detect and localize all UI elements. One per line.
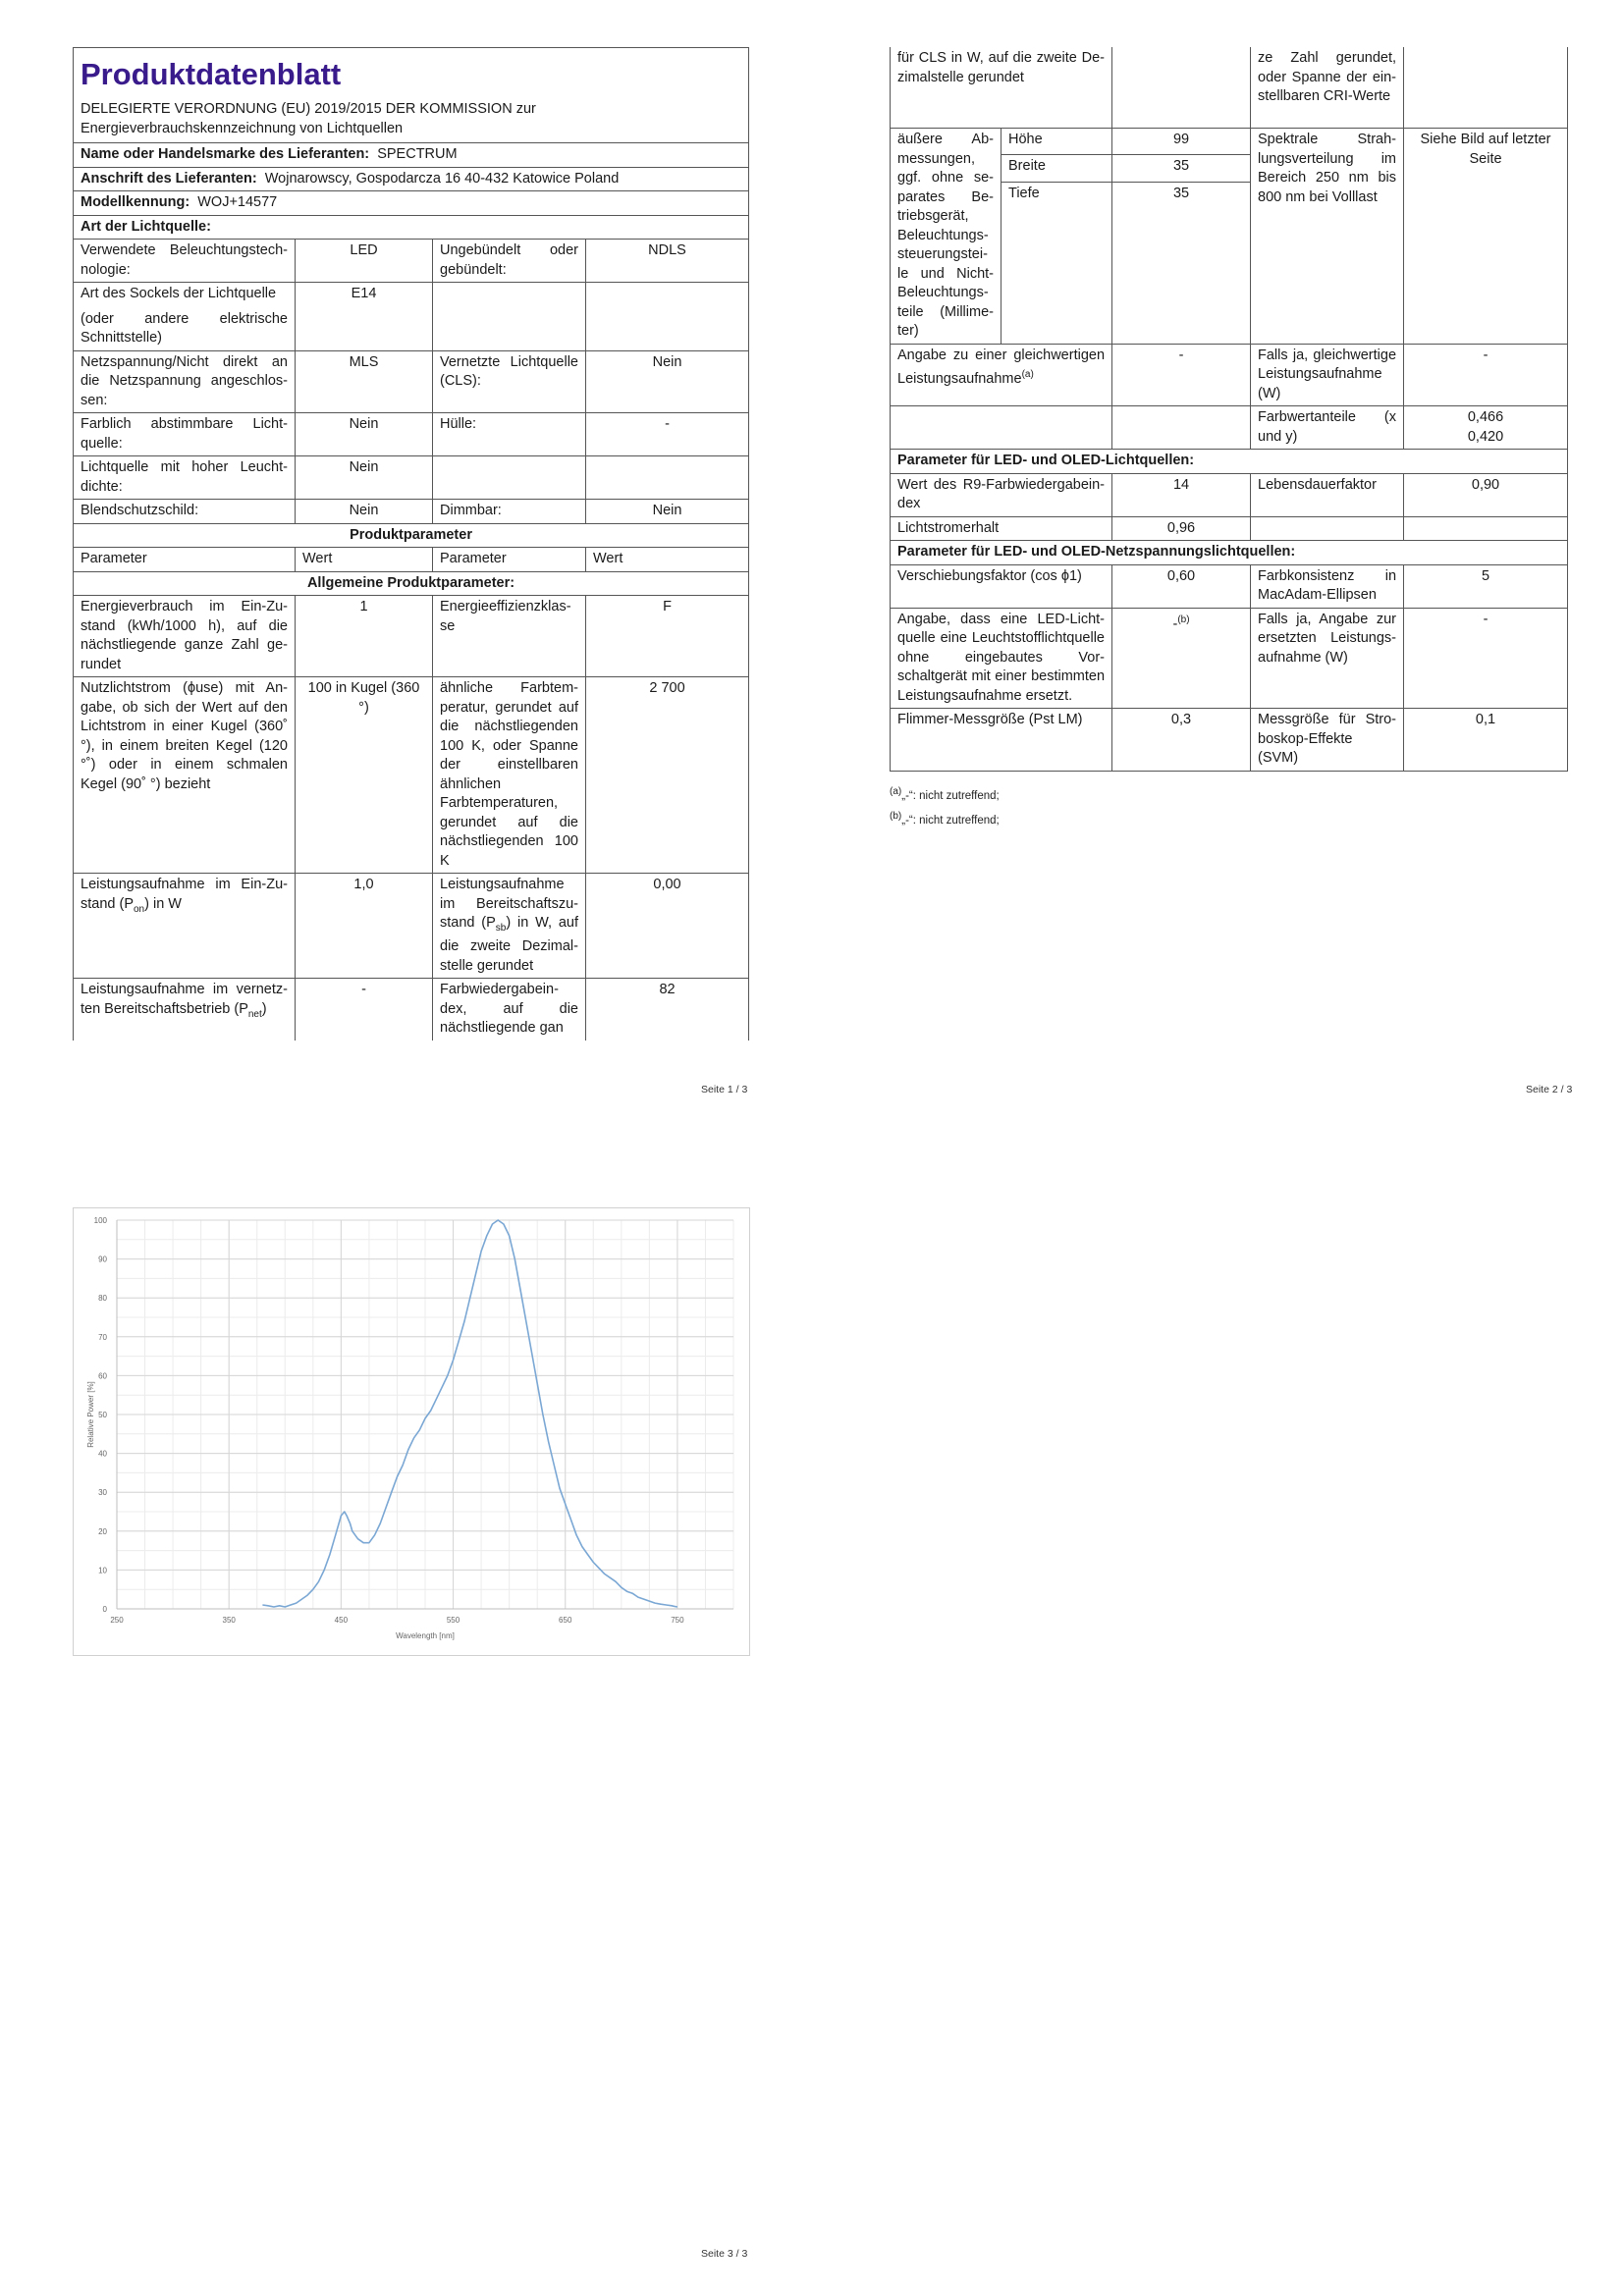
- anti-glare-value: Nein: [296, 500, 433, 524]
- chromaticity-x: 0,466: [1467, 409, 1504, 425]
- energy-consumption-label: Energieverbrauch im Ein-Zustand (kWh/1000 h), auf die nächstliegende ganze Zahl gerundet: [74, 596, 296, 677]
- on-mode-power-value: 1,0: [296, 874, 433, 979]
- address-value: Wojnarowscy, Gospodarcza 16 40-432 Katowice Poland: [264, 170, 620, 187]
- empty-cell: [433, 456, 586, 500]
- technology-value: LED: [296, 240, 433, 283]
- flicker-label: Flimmer-Messgröße (Pst LM): [891, 709, 1112, 772]
- footnote-a: [890, 781, 1567, 807]
- networked-standby-sub: net: [247, 1008, 262, 1020]
- depth-value: 35: [1112, 182, 1251, 344]
- colour-consistency-label: Farbkonsistenz in MacAdam-Ellipsen: [1251, 564, 1404, 608]
- x-tick-label: 250: [110, 1616, 124, 1625]
- address-label: Anschrift des Lieferanten:: [81, 170, 257, 187]
- cri-value: 82: [586, 979, 749, 1041]
- on-mode-power-label: [74, 874, 296, 979]
- energy-consumption-value: 1: [296, 596, 433, 677]
- page-footer-1: Seite 1 / 3: [701, 1084, 748, 1095]
- spectral-chart-frame: [73, 1207, 750, 1656]
- colour-consistency-value: 5: [1404, 564, 1568, 608]
- cap-type-label-line2: (oder andere elektrische Schnittstelle): [81, 310, 288, 346]
- x-tick-label: 750: [671, 1616, 684, 1625]
- chromaticity-label: Farbwertanteile (x und y): [1251, 406, 1404, 450]
- displacement-factor-value: 0,60: [1112, 564, 1251, 608]
- supplier-value: SPECTRUM: [377, 146, 458, 162]
- directional-label: Ungebündelt oder gebündelt:: [433, 240, 586, 283]
- y-tick-label: 80: [98, 1294, 107, 1304]
- lumen-maintenance-value: 0,96: [1112, 516, 1251, 541]
- equivalent-power-label: [891, 344, 1112, 406]
- page-footer-3: Seite 3 / 3: [701, 2248, 748, 2260]
- survival-factor-label: Lebensdauerfaktor: [1251, 473, 1404, 516]
- datasheet-table-1: [73, 47, 749, 1041]
- cap-type-label: [74, 283, 296, 351]
- col-header-value: Wert: [586, 548, 749, 572]
- empty-cell: [586, 283, 749, 351]
- empty-cell: [1112, 47, 1251, 129]
- dimmable-value: Nein: [586, 500, 749, 524]
- cct-value: 2 700: [586, 677, 749, 874]
- y-tick-label: 40: [98, 1449, 107, 1459]
- product-parameters-heading: Produktparameter: [74, 523, 749, 548]
- equivalent-power-if-yes-label: Falls ja, gleichwertige Leistungsaufnahme (W): [1251, 344, 1404, 406]
- empty-cell: [891, 406, 1112, 450]
- replaced-power-value: -: [1404, 608, 1568, 709]
- supplier-row: [74, 143, 749, 168]
- footnote-b-text: „-“: nicht zutreffend;: [901, 815, 1000, 828]
- chromaticity-y: 0,420: [1467, 428, 1504, 445]
- tunable-value: Nein: [296, 413, 433, 456]
- high-luminance-label: Lichtquelle mit hoher Leuchtdichte:: [74, 456, 296, 500]
- footnotes: [890, 781, 1567, 832]
- technology-label: Verwendete Beleuchtungstechnologie:: [74, 240, 296, 283]
- footnote-b: [890, 806, 1567, 831]
- spectral-distribution-label: Spektrale Strahlungsverteilung im Bereich 250 nm bis 800 nm bei Volllast: [1251, 129, 1404, 345]
- on-mode-power-sub: on: [134, 903, 145, 915]
- r9-label: Wert des R9-Farbwiedergabeindex: [891, 473, 1112, 516]
- mains-led-parameters-heading: Parameter für LED- und OLED-Netzspannungslichtquellen:: [891, 541, 1568, 565]
- cap-type-label-line1: Art des Sockels der Lichtquelle: [81, 286, 277, 301]
- flicker-value: 0,3: [1112, 709, 1251, 772]
- general-parameters-heading: Allgemeine Produktparameter:: [74, 571, 749, 596]
- stroboscopic-value: 0,1: [1404, 709, 1568, 772]
- on-mode-power-unit: ) in W: [144, 895, 182, 912]
- standby-power-sub: sb: [495, 922, 507, 934]
- y-tick-label: 10: [98, 1566, 107, 1575]
- footnote-a-mark: (a): [890, 785, 902, 797]
- footnote-a-text: „-“: nicht zutreffend;: [901, 789, 1000, 802]
- led-parameters-heading: Parameter für LED- und OLED-Lichtquellen:: [891, 450, 1568, 474]
- y-tick-label: 60: [98, 1371, 107, 1381]
- fluorescent-replacement-label: Angabe, dass eine LED-Lichtquelle eine Leuchtstofflichtquelle ohne eingebautes Vorschaltgerät mit einer bestimmten Leistungsaufnahme ersetzt.: [891, 608, 1112, 709]
- stroboscopic-label: Messgröße für Stroboskop-Effekte (SVM): [1251, 709, 1404, 772]
- standby-power-label: [433, 874, 586, 979]
- page-title: Produktdatenblatt: [81, 57, 342, 91]
- dimensions-label: äußere Abmessungen, ggf. ohne separates Betriebsgerät, Beleuchtungssteuerungsteile und Nicht-Beleuchtungsteile (Millimeter): [891, 129, 1001, 345]
- spectral-distribution-chart: [74, 1208, 749, 1655]
- networked-standby-text: Leistungsaufnahme im vernetzten Bereitschaftsbetrieb (P: [81, 982, 288, 1017]
- mains-label: Netzspannung/Nicht direkt an die Netzspannung angeschlossen:: [74, 350, 296, 413]
- page-1: [73, 47, 748, 1041]
- cls-value: Nein: [586, 350, 749, 413]
- page-footer-2: Seite 2 / 3: [1526, 1084, 1573, 1095]
- supplier-label: Name oder Handelsmarke des Lieferanten:: [81, 146, 370, 162]
- page-2: [890, 47, 1567, 831]
- footnote-b-mark: (b): [890, 811, 902, 823]
- x-tick-label: 650: [559, 1616, 572, 1625]
- networked-standby-unit: ): [261, 1000, 267, 1017]
- fluorescent-replacement-value: [1112, 608, 1251, 709]
- standby-power-value: 0,00: [586, 874, 749, 979]
- networked-standby-cont-label: für CLS in W, auf die zweite Dezimalstelle gerundet: [891, 47, 1112, 129]
- standby-power-unit: ) in W, auf die zweite Dezimalstelle gerundet: [440, 915, 578, 974]
- equivalent-power-value: -: [1112, 344, 1251, 406]
- light-source-type-heading: Art der Lichtquelle:: [74, 215, 749, 240]
- y-tick-label: 30: [98, 1488, 107, 1498]
- y-tick-label: 20: [98, 1526, 107, 1536]
- envelope-value: -: [586, 413, 749, 456]
- empty-cell: [1112, 406, 1251, 450]
- x-tick-label: 450: [334, 1616, 349, 1625]
- y-tick-label: 0: [102, 1605, 107, 1614]
- equivalent-power-text: Angabe zu einer gleichwertigen Leistungsaufnahme: [897, 347, 1106, 387]
- cct-label: ähnliche Farbtemperatur, gerundet auf die nächstliegenden 100 K, oder Spanne der einstellbaren ähnlichen Farbtemperaturen, gerundet auf die nächstliegenden 100 K: [433, 677, 586, 874]
- lumen-maintenance-label: Lichtstromerhalt: [891, 516, 1112, 541]
- luminous-flux-label: Nutzlichtstrom (ϕuse) mit Angabe, ob sich der Wert auf den Lichtstrom in einer Kugel (360˚ °), in einem breiten Kegel (120 °˚) oder in einem schmalen Kegel (90˚ °) bezieht: [74, 677, 296, 874]
- height-label: Höhe: [1001, 129, 1112, 155]
- on-mode-power-text: Leistungsaufnahme im Ein-Zustand (P: [81, 877, 288, 912]
- y-tick-label: 90: [98, 1255, 107, 1264]
- width-value: 35: [1112, 155, 1251, 182]
- address-row: [74, 167, 749, 191]
- depth-label: Tiefe: [1001, 182, 1112, 344]
- width-label: Breite: [1001, 155, 1112, 182]
- cls-label: Vernetzte Lichtquelle (CLS):: [433, 350, 586, 413]
- energy-class-label: Energieeffizienzklasse: [433, 596, 586, 677]
- footnote-ref-b: (b): [1177, 614, 1190, 625]
- empty-cell: [1251, 516, 1404, 541]
- tunable-label: Farblich abstimmbare Lichtquelle:: [74, 413, 296, 456]
- datasheet-table-2: [890, 47, 1568, 772]
- luminous-flux-value: 100 in Kugel (360 °): [296, 677, 433, 874]
- empty-cell: [1404, 47, 1568, 129]
- y-tick-label: 50: [98, 1411, 107, 1419]
- fluorescent-replacement-text: -: [1172, 615, 1178, 632]
- replaced-power-label: Falls ja, Angabe zur ersetzten Leistungsaufnahme (W): [1251, 608, 1404, 709]
- cri-label: Farbwiedergabeindex, auf die nächstliegende gan: [433, 979, 586, 1041]
- col-header-parameter: Parameter: [433, 548, 586, 572]
- model-label: Modellkennung:: [81, 194, 190, 210]
- chromaticity-value: [1404, 406, 1568, 450]
- standby-power-text: Leistungsaufnahme im Bereitschaftszustand (P: [440, 877, 578, 931]
- survival-factor-value: 0,90: [1404, 473, 1568, 516]
- regulation-text: DELEGIERTE VERORDNUNG (EU) 2019/2015 DER KOMMISSION zur Energieverbrauchskennzeichnung von Lichtquellen: [81, 101, 536, 136]
- empty-cell: [586, 456, 749, 500]
- height-value: 99: [1112, 129, 1251, 155]
- dimmable-label: Dimmbar:: [433, 500, 586, 524]
- y-tick-label: 70: [98, 1332, 107, 1342]
- anti-glare-label: Blendschutzschild:: [74, 500, 296, 524]
- x-tick-label: 550: [446, 1616, 460, 1625]
- envelope-label: Hülle:: [433, 413, 586, 456]
- cri-cont-label: ze Zahl gerundet, oder Spanne der einstellbaren CRI-Werte: [1251, 47, 1404, 129]
- networked-standby-label: [74, 979, 296, 1041]
- col-header-value: Wert: [296, 548, 433, 572]
- directional-value: NDLS: [586, 240, 749, 283]
- x-tick-label: 350: [222, 1616, 236, 1625]
- spectral-distribution-value: Siehe Bild auf letzter Seite: [1404, 129, 1568, 345]
- col-header-parameter: Parameter: [74, 548, 296, 572]
- equivalent-power-if-yes-value: -: [1404, 344, 1568, 406]
- networked-standby-value: -: [296, 979, 433, 1041]
- high-luminance-value: Nein: [296, 456, 433, 500]
- y-axis-title: Relative Power [%]: [86, 1381, 95, 1448]
- mains-value: MLS: [296, 350, 433, 413]
- model-row: [74, 191, 749, 216]
- y-tick-label: 100: [93, 1216, 107, 1225]
- empty-cell: [433, 283, 586, 351]
- cap-type-value: E14: [296, 283, 433, 351]
- empty-cell: [1404, 516, 1568, 541]
- x-axis-title: Wavelength [nm]: [396, 1631, 455, 1640]
- displacement-factor-label: Verschiebungsfaktor (cos ϕ1): [891, 564, 1112, 608]
- footnote-ref-a: (a): [1021, 369, 1034, 380]
- energy-class-value: F: [586, 596, 749, 677]
- model-value: WOJ+14577: [197, 194, 278, 210]
- r9-value: 14: [1112, 473, 1251, 516]
